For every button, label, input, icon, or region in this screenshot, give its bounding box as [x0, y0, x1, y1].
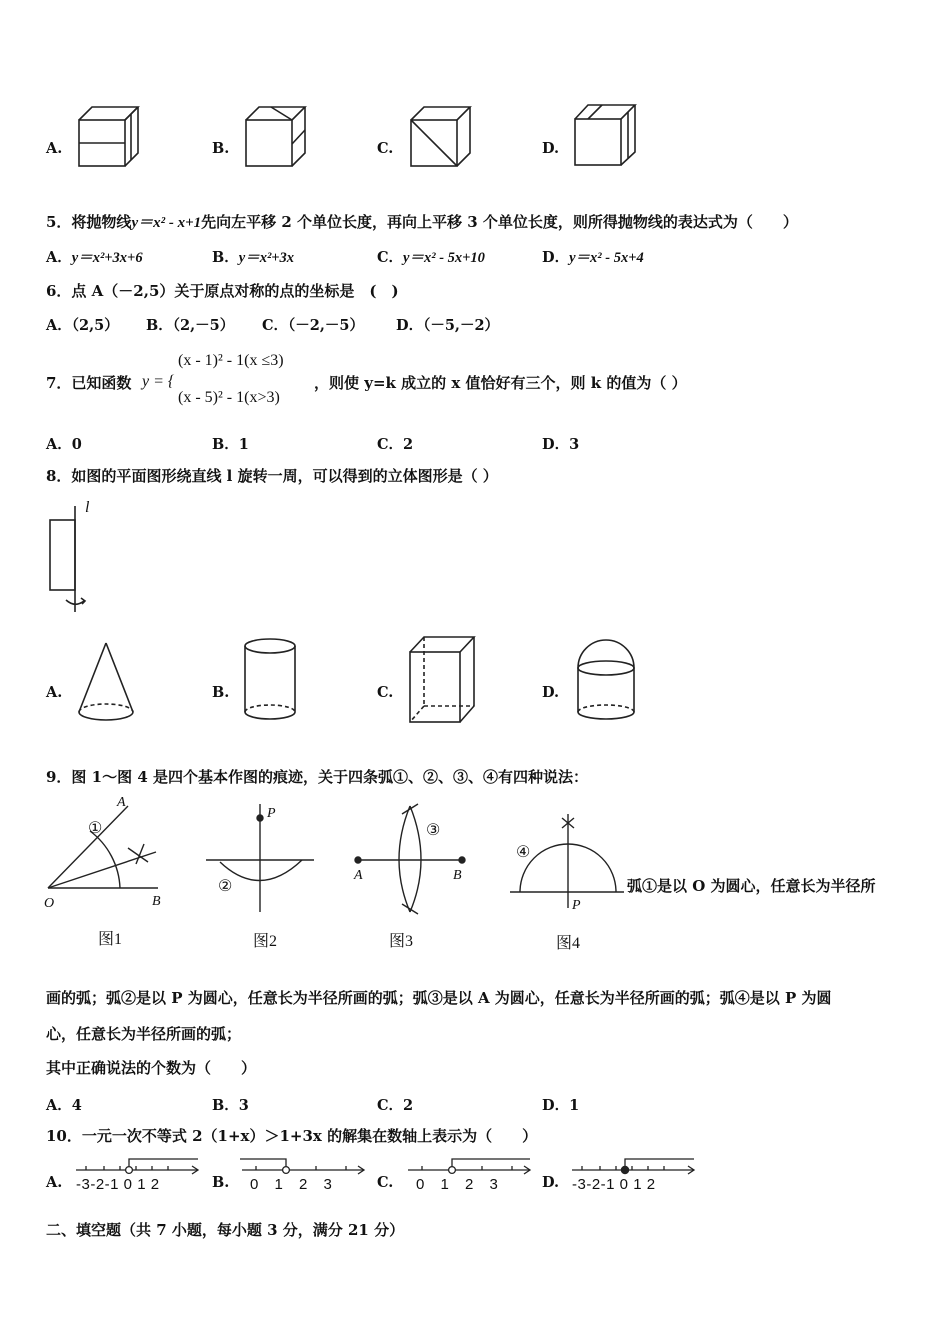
q10-numberline-a: [72, 1156, 204, 1178]
q8-cone: [76, 640, 138, 724]
q7-option-c: C．2: [377, 436, 414, 453]
q10-numberline-b-ticks: 0 1 2 3: [250, 1176, 332, 1193]
q6-stem: 6．点 A（－2,5）关于原点对称的点的坐标是 ( ): [46, 282, 399, 300]
q9-figure-1: [40, 796, 170, 916]
q4-figure-c: [408, 104, 478, 170]
q9-f1-arc-1: ①: [88, 820, 103, 837]
q9-f1-label-a: A: [117, 795, 126, 810]
q9-figure-2-caption: 图2: [253, 933, 278, 950]
q7-case-2: (x - 5)² - 1(x>3): [178, 389, 280, 406]
q9-option-d: D．1: [542, 1097, 580, 1114]
q9-figure-4: [506, 812, 628, 922]
q9-f3-arc-3: ③: [426, 822, 441, 839]
q8-option-c-label: C.: [377, 684, 394, 701]
q8-option-a-label: A.: [46, 684, 63, 701]
q5-expression: y＝x² - x+1: [131, 215, 202, 231]
q7-option-a: A．0: [46, 436, 82, 453]
q8-stem: 8．如图的平面图形绕直线 l 旋转一周，可以得到的立体图形是（ ）: [46, 467, 498, 485]
q9-figure-2: [202, 800, 318, 916]
q10-option-c-label: C.: [377, 1174, 394, 1191]
q10-numberline-d-ticks: -3-2-1 0 1 2: [572, 1176, 656, 1193]
q10-numberline-a-ticks: -3-2-1 0 1 2: [76, 1176, 160, 1193]
q9-statement-line-2: 画的弧；弧②是以 P 为圆心，任意长为半径所画的弧；弧③是以 A 为圆心，任意长为半径所画的弧；弧④是以 P 为圆: [46, 989, 832, 1007]
q6-option-a: A．（2,5）: [46, 317, 119, 334]
q7-stem-post: ，则使 y=k 成立的 x 值恰好有三个，则 k 的值为（ ）: [314, 374, 687, 392]
section-2-title: 二、填空题（共 7 小题，每小题 3 分，满分 21 分）: [46, 1221, 405, 1239]
q8-axis-label: l: [85, 499, 90, 516]
q5-option-d: D．y＝x² - 5x+4: [542, 249, 644, 266]
q9-option-b: B．3: [212, 1097, 249, 1114]
q8-cylinder-hemisphere: [574, 636, 638, 726]
q4-figure-b: [243, 104, 313, 170]
q10-option-b-label: B.: [212, 1174, 230, 1191]
q6-option-c: C．（－2,－5）: [262, 317, 365, 334]
q4-option-d-label: D.: [542, 140, 560, 157]
q5-stem-post: 先向左平移 2 个单位长度，再向上平移 3 个单位长度，则所得抛物线的表达式为（ ）: [201, 213, 798, 231]
q9-f3-label-a: A: [354, 868, 363, 883]
q4-figure-d: [572, 102, 644, 170]
q9-option-a: A．4: [46, 1097, 82, 1114]
q9-f2-label-p: P: [267, 806, 276, 821]
q7-stem-pre: 7．已知函数: [46, 374, 132, 392]
q10-numberline-d: [568, 1156, 700, 1178]
q9-figure-3-caption: 图3: [389, 933, 414, 950]
q8-option-d-label: D.: [542, 684, 560, 701]
q5-option-a: A．y＝x²+3x+6: [46, 249, 143, 266]
q9-f4-arc-4: ④: [516, 844, 531, 861]
q4-option-b-label: B.: [212, 140, 230, 157]
q9-figure-1-caption: 图1: [98, 931, 123, 948]
q10-stem: 10．一元一次不等式 2（1+x）＞1+3x 的解集在数轴上表示为（ ）: [46, 1127, 538, 1145]
q8-cylinder: [242, 636, 302, 726]
q7-function-lhs: y = {: [142, 373, 175, 390]
q9-question: 其中正确说法的个数为（ ）: [46, 1059, 257, 1077]
q5-option-c: C．y＝x² - 5x+10: [377, 249, 485, 266]
q10-numberline-c: [404, 1156, 536, 1178]
q10-numberline-b: [238, 1156, 370, 1178]
q9-f1-label-b: B: [152, 894, 161, 909]
q4-option-c-label: C.: [377, 140, 394, 157]
q9-f3-label-b: B: [453, 868, 462, 883]
q9-figure-4-caption: 图4: [556, 935, 581, 952]
q8-option-b-label: B.: [212, 684, 230, 701]
q7-case-1: (x - 1)² - 1(x ≤3): [178, 352, 284, 369]
q10-numberline-c-ticks: 0 1 2 3: [416, 1176, 498, 1193]
q4-option-a-label: A.: [46, 140, 63, 157]
q8-prism: [406, 634, 478, 726]
q9-stem: 9．图 1～图 4 是四个基本作图的痕迹，关于四条弧①、②、③、④有四种说法：: [46, 768, 588, 786]
q5-option-b: B．y＝x²+3x: [212, 249, 295, 266]
q7-option-b: B．1: [212, 436, 249, 453]
q6-option-b: B．（2,－5）: [146, 317, 235, 334]
q9-figure-3: [352, 800, 472, 918]
q10-option-d-label: D.: [542, 1174, 560, 1191]
q4-figure-a: [76, 104, 146, 170]
q5-stem-pre: 5．将抛物线: [46, 213, 132, 231]
q9-option-c: C．2: [377, 1097, 414, 1114]
q10-option-a-label: A.: [46, 1174, 63, 1191]
q7-option-d: D．3: [542, 436, 580, 453]
q5-stem: [46, 212, 798, 233]
q9-statement-line-1: 弧①是以 O 为圆心，任意长为半径所: [627, 877, 876, 895]
q9-f4-label-p: P: [572, 898, 581, 913]
q8-plane-figure: [44, 500, 104, 618]
q9-f1-label-o: O: [44, 896, 55, 911]
q9-f2-arc-2: ②: [218, 878, 233, 895]
q6-option-d: D．（－5,－2）: [396, 317, 500, 334]
q9-statement-line-3: 心，任意长为半径所画的弧；: [46, 1025, 242, 1043]
